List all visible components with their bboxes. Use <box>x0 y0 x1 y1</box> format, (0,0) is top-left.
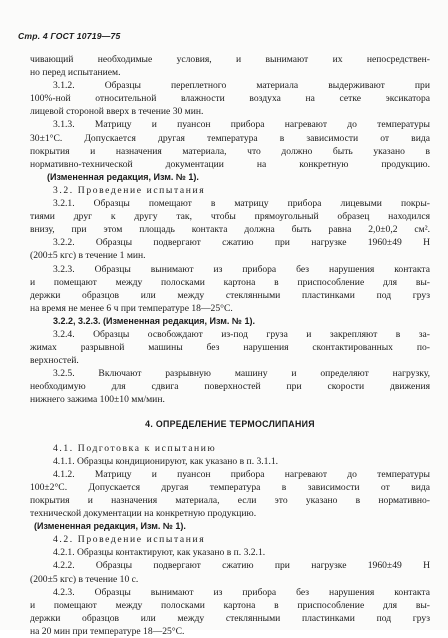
text-line: 30±1°С. Допускается другая температура в зависимости от вида <box>30 132 430 144</box>
amendment-note: (Измененная редакция, Изм. № 1). <box>47 171 199 182</box>
text-line: но перед испытанием. <box>30 67 121 79</box>
text-line: и помещают между полосками картона в приспособление для вы- <box>30 276 430 288</box>
text-line: 3.2.4. Образцы освобождают из-под груза и закрепляют в за- <box>53 328 430 340</box>
text-line: 100%-ной относительной влажности воздуха на сетке эксикатора <box>30 93 430 105</box>
text-line: и помещают между полосками картона в приспособление для вы- <box>30 599 430 611</box>
text-line: 3.2.5. Включают разрывную машину и определяют нагрузку, <box>53 368 430 380</box>
text-line: 3.2.2. Образцы подвергают сжатию при нагрузке 1960±49 Н <box>53 237 430 249</box>
text-line: тиями друг к другу так, чтобы прямоугольный образец находился <box>30 211 430 223</box>
spacer <box>30 431 430 442</box>
text-line: 3.2.1. Образцы помещают в матрицу прибора лицевыми покры- <box>53 198 430 210</box>
text-line: внизу, при этом площадь контакта должна быть равна 2,0±0,2 см². <box>30 224 430 236</box>
text-line: 4.2.2. Образцы подвергают сжатию при нагрузке 1960±49 Н <box>53 560 430 572</box>
text-line: 4.1.2. Матрицу и пуансон прибора нагревают до температуры <box>53 468 430 480</box>
section-heading: 3.2. Проведение испытания <box>53 184 206 196</box>
text-line: необходимую для сдвига поверхностей при скорости движения <box>30 381 430 393</box>
text-line: 4.1.1. Образцы кондиционируют, как указано в п. 3.1.1. <box>53 455 279 467</box>
text-line: покрытия и назначения материала, что должно быть указано в <box>30 145 430 157</box>
amendment-note: 3.2.2, 3.2.3. (Измененная редакция, Изм. № 1). <box>53 315 255 326</box>
section-title: 4. ОПРЕДЕЛЕНИЕ ТЕРМОСЛИПАНИЯ <box>145 418 315 429</box>
amendment-note: (Измененная редакция, Изм. № 1). <box>34 521 186 532</box>
text-line: (200±5 кгс) в течение 1 мин. <box>30 250 146 262</box>
text-line: лицевой стороной вверх в течение 30 мин. <box>30 106 204 118</box>
text-line: держки образцов или между стеклянными пластинками под груз <box>30 612 430 624</box>
document-body <box>30 53 430 638</box>
text-line: 3.1.3. Матрицу и пуансон прибора нагревают до температуры <box>53 119 430 131</box>
text-line: жимах разрывной машины без нарушения сконтактированных по- <box>30 342 430 354</box>
text-line: 3.1.2. Образцы переплетного материала выдерживают при <box>53 80 430 92</box>
text-line: держки образцов или между стеклянными пластинками под груз <box>30 289 430 301</box>
text-line: нормативно-технической документации на конкретную продукцию. <box>30 158 430 170</box>
text-line: на 20 мин при температуре 18—25°С. <box>30 625 185 637</box>
text-line: нижнего зажима 100±10 мм/мин. <box>30 394 165 406</box>
text-line: на время не менее 6 ч при температуре 18—25°С. <box>30 302 233 314</box>
text-line: верхностей. <box>30 355 79 367</box>
text-line: (200±5 кгс) в течение 10 с. <box>30 573 139 585</box>
text-line: 4.2.3. Образцы вынимают из прибора без нарушения контакта <box>53 586 430 598</box>
section-heading: 4.1. Подготовка к испытанию <box>53 442 217 454</box>
text-line: 100±2°С. Допускается другая температура в зависимости от вида <box>30 481 430 493</box>
text-line: покрытия и назначения материала, если это указано в нормативно- <box>30 495 430 506</box>
spacer <box>30 407 430 418</box>
text-line: технической документации на конкретную продукцию. <box>30 508 257 520</box>
text-line: 3.2.3. Образцы вынимают из прибора без нарушения контакта <box>53 263 430 275</box>
section-heading: 4.2. Проведение испытания <box>53 534 206 546</box>
page-header: Стр. 4 ГОСТ 10719—75 <box>18 31 121 41</box>
text-line: 4.2.1. Образцы контактируют, как указано в п. 3.2.1. <box>53 547 266 559</box>
text-line: чивающий необходимые условия, и вынимают их непосредствен- <box>30 54 430 65</box>
